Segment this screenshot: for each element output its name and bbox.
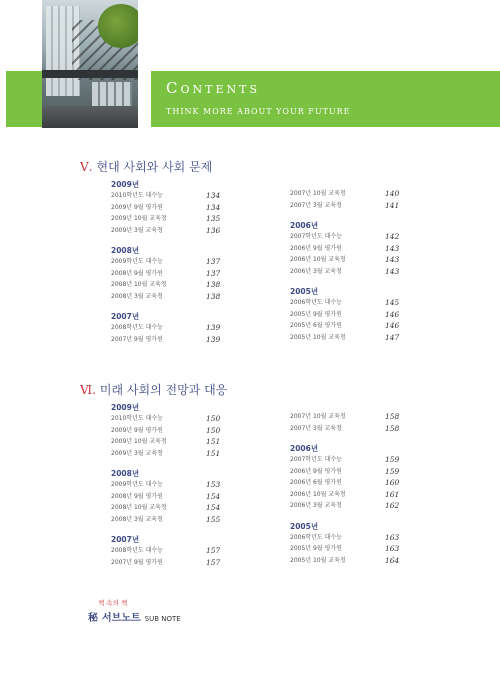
toc-entry-label: 2008년 10월 교육청 (111, 281, 167, 288)
toc-entry-label: 2007년 3월 교육청 (290, 424, 342, 432)
toc-entry[interactable] (290, 254, 440, 266)
page-number: 138 (206, 291, 221, 301)
toc-entry-label: 2008년 3월 교육청 (111, 292, 163, 300)
page-number: 154 (206, 491, 221, 501)
page-number: 151 (206, 437, 221, 446)
page-number: 164 (385, 555, 400, 565)
page-number: 137 (206, 268, 221, 278)
toc-entry[interactable] (111, 256, 261, 268)
page-number: 139 (206, 334, 221, 344)
toc-entry[interactable] (290, 454, 440, 466)
toc-entry-label: 2007년 10월 교육청 (290, 190, 346, 197)
toc-entry-label: 2005년 6월 평가원 (290, 322, 342, 329)
toc-entry[interactable] (290, 555, 440, 567)
page-number: 136 (206, 225, 221, 235)
page-number: 162 (385, 501, 400, 510)
toc-entry-label: 2009년 10월 교육청 (111, 215, 167, 222)
page-number: 145 (385, 298, 400, 307)
toc-entry-label: 2007년 10월 교육청 (290, 413, 346, 420)
page-number: 158 (385, 423, 400, 433)
year-heading: 2005년 (290, 287, 319, 296)
page-number: 142 (385, 232, 400, 241)
toc-entry[interactable] (290, 500, 440, 512)
section-heading: 미래 사회의 전망과 대응 (99, 383, 228, 397)
toc-entry-label: 2009학년도 대수능 (111, 258, 163, 265)
toc-entry-label: 2009학년도 대수능 (111, 481, 163, 488)
toc-entry-label: 2007년 9월 평가원 (111, 558, 163, 566)
toc-entry[interactable] (290, 489, 440, 501)
page-number: 141 (385, 200, 400, 210)
page-number: 159 (385, 466, 400, 476)
page-number: 143 (385, 266, 400, 276)
page-number: 151 (206, 448, 221, 458)
toc-entry[interactable] (111, 479, 261, 491)
toc-entry[interactable] (111, 268, 261, 280)
toc-entry[interactable] (290, 297, 440, 309)
page-number: 157 (206, 557, 221, 567)
toc-entry[interactable] (290, 532, 440, 544)
subnote-english: SUB NOTE (144, 615, 181, 623)
toc-entry[interactable] (290, 332, 440, 344)
toc-entry[interactable] (111, 413, 261, 425)
toc-entry[interactable] (111, 557, 261, 569)
toc-entry[interactable] (290, 543, 440, 555)
toc-entry[interactable] (111, 291, 261, 303)
toc-entry-label: 2008년 9월 평가원 (111, 269, 163, 277)
page-number: 147 (385, 332, 400, 342)
toc-entry-label: 2009년 9월 평가원 (111, 426, 163, 434)
toc-column (111, 403, 261, 568)
building-photo (42, 0, 138, 128)
toc-entry[interactable] (111, 190, 261, 202)
page-number: 134 (206, 202, 221, 212)
year-heading: 2005년 (290, 521, 319, 531)
toc-entry[interactable] (111, 514, 261, 526)
year-heading: 2009년 (111, 180, 140, 189)
section-title (80, 158, 212, 175)
page-number: 150 (206, 425, 221, 435)
page-number: 163 (385, 532, 400, 542)
toc-entry-label: 2010학년도 대수능 (111, 192, 163, 199)
contents-subtitle: THINK MORE ABOUT YOUR FUTURE (166, 107, 351, 116)
toc-column (111, 180, 261, 345)
page-number: 146 (385, 309, 400, 319)
toc-entry-label: 2007학년도 대수능 (290, 456, 342, 463)
toc-entry-label: 2007년 9월 평가원 (111, 335, 163, 343)
page-number: 146 (385, 321, 400, 330)
toc-entry-label: 2008년 3월 교육청 (111, 515, 163, 523)
page-number: 153 (206, 480, 221, 489)
page-number: 154 (206, 503, 221, 512)
toc-entry[interactable] (111, 502, 261, 514)
toc-entry-label: 2006년 6월 평가원 (290, 479, 342, 486)
page-number: 140 (385, 189, 400, 198)
toc-entry-label: 2008학년도 대수능 (111, 547, 163, 554)
page-number: 158 (385, 412, 400, 421)
toc-entry-label: 2005년 9월 평가원 (290, 310, 342, 318)
book-in-book-tagline: 책 속의 책 (98, 599, 128, 607)
toc-entry-label: 2006년 10월 교육청 (290, 256, 346, 263)
contents-title: Contents (166, 79, 260, 97)
toc-entry-label: 2009년 10월 교육청 (111, 438, 167, 445)
page-number: 161 (385, 489, 400, 499)
toc-entry[interactable] (290, 411, 440, 423)
toc-entry[interactable] (290, 266, 440, 278)
toc-entry[interactable] (111, 213, 261, 225)
page-number: 150 (206, 414, 221, 423)
section-number: Ⅵ. (80, 383, 96, 397)
page-number: 143 (385, 243, 400, 253)
toc-entry[interactable] (111, 202, 261, 214)
toc-entry[interactable] (290, 466, 440, 478)
toc-entry-label: 2006년 3월 교육청 (290, 502, 342, 509)
toc-entry-label: 2006년 9월 평가원 (290, 467, 342, 475)
year-heading: 2009년 (111, 403, 140, 412)
page-number: 163 (385, 544, 400, 553)
toc-entry-label: 2009년 3월 교육청 (111, 226, 163, 234)
toc-entry[interactable] (290, 200, 440, 212)
toc-entry-label: 2008년 10월 교육청 (111, 504, 167, 511)
toc-entry-label: 2009년 3월 교육청 (111, 449, 163, 457)
toc-entry-label: 2006년 9월 평가원 (290, 244, 342, 252)
page-number: 143 (385, 255, 400, 264)
toc-entry-label: 2007학년도 대수능 (290, 233, 342, 240)
page-number: 139 (206, 323, 221, 332)
toc-entry[interactable] (290, 309, 440, 321)
toc-entry-label: 2010학년도 대수능 (111, 415, 163, 422)
toc-entry[interactable] (290, 243, 440, 255)
subnote-logo (88, 609, 181, 624)
page-number: 160 (385, 478, 400, 487)
toc-entry[interactable] (290, 320, 440, 332)
section-heading: 현대 사회와 사회 문제 (96, 160, 213, 174)
toc-entry[interactable] (111, 322, 261, 334)
toc-entry-label: 2006년 3월 교육청 (290, 267, 342, 275)
toc-entry-label: 2006학년도 대수능 (290, 533, 342, 541)
toc-entry[interactable] (111, 279, 261, 291)
subnote-name: 서브노트 (102, 613, 141, 624)
year-heading: 2008년 (111, 469, 140, 478)
toc-entry[interactable] (290, 231, 440, 243)
page-number: 138 (206, 280, 221, 289)
toc-entry-label: 2008학년도 대수능 (111, 324, 163, 331)
toc-entry[interactable] (111, 545, 261, 557)
toc-entry[interactable] (111, 491, 261, 503)
toc-entry-label: 2005년 10월 교육청 (290, 333, 346, 341)
page-number: 134 (206, 191, 221, 200)
toc-entry[interactable] (290, 477, 440, 489)
toc-entry-label: 2005년 10월 교육청 (290, 556, 346, 564)
section-number: Ⅴ. (80, 160, 93, 174)
toc-entry-label: 2006년 10월 교육청 (290, 490, 346, 498)
page-number: 159 (385, 455, 400, 464)
toc-entry-label: 2005년 9월 평가원 (290, 545, 342, 552)
toc-entry[interactable] (111, 425, 261, 437)
toc-entry[interactable] (111, 448, 261, 460)
toc-entry[interactable] (111, 225, 261, 237)
toc-entry-label: 2008년 9월 평가원 (111, 492, 163, 500)
toc-entry-label: 2006학년도 대수능 (290, 299, 342, 306)
toc-column (290, 188, 440, 343)
toc-entry[interactable] (290, 188, 440, 200)
toc-column (290, 411, 440, 566)
toc-entry[interactable] (290, 423, 440, 435)
toc-entry-label: 2009년 9월 평가원 (111, 203, 163, 211)
page-number: 155 (206, 514, 221, 524)
year-heading: 2007년 (111, 535, 140, 544)
page-number: 157 (206, 546, 221, 555)
page-number: 137 (206, 257, 221, 266)
secret-mark-icon: 秘 (88, 613, 98, 624)
year-heading: 2006년 (290, 444, 319, 453)
toc-entry-label: 2007년 3월 교육청 (290, 201, 342, 209)
year-heading: 2007년 (111, 312, 140, 321)
green-bar-left (6, 71, 42, 127)
year-heading: 2006년 (290, 221, 319, 230)
year-heading: 2008년 (111, 246, 140, 255)
section-title (80, 381, 227, 398)
toc-entry[interactable] (111, 436, 261, 448)
toc-entry[interactable] (111, 334, 261, 346)
page-number: 135 (206, 214, 221, 223)
